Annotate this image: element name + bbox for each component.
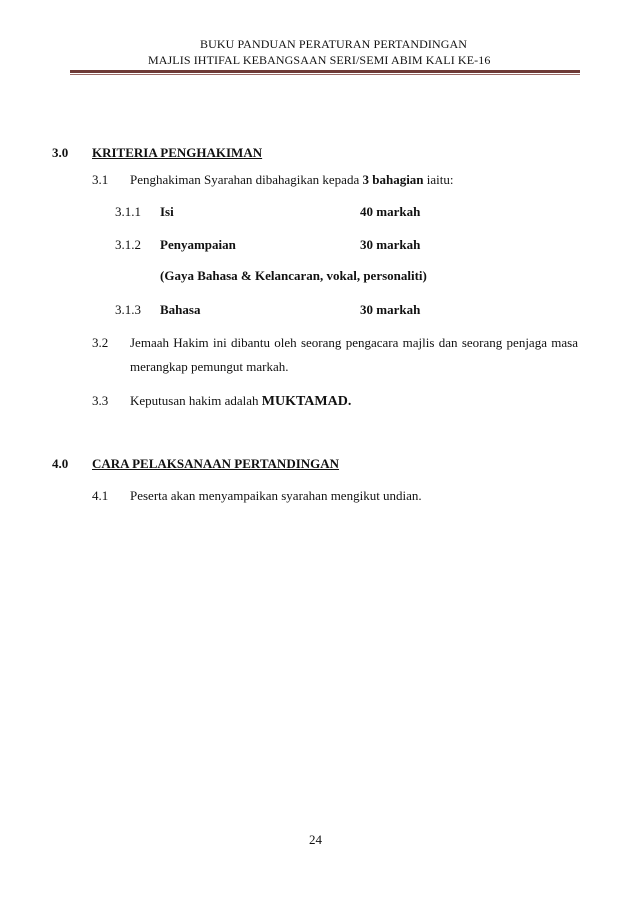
header-title-line1: BUKU PANDUAN PERATURAN PERTANDINGAN [200, 37, 468, 51]
section-heading: KRITERIA PENGHAKIMAN [92, 145, 263, 160]
subitem-number: 3.1.2 [115, 237, 141, 252]
item-text: Peserta akan menyampaikan syarahan mengikut undian. [130, 488, 422, 503]
subitem-label: Isi [160, 204, 174, 219]
section-number: 4.0 [52, 456, 69, 471]
page-number: 24 [309, 832, 322, 847]
item-number: 3.1 [92, 172, 109, 187]
item-number: 3.2 [92, 335, 109, 350]
subitem-number: 3.1.1 [115, 204, 141, 219]
subitem-label: Penyampaian [160, 237, 236, 252]
subitem-number: 3.1.3 [115, 302, 141, 317]
subitem-marks: 30 markah [360, 302, 421, 317]
header-divider-thin [70, 74, 580, 75]
item-number: 4.1 [92, 488, 109, 503]
item-text: Penghakiman Syarahan dibahagikan kepada 3 bahagian iaitu: [130, 172, 454, 187]
section-heading: CARA PELAKSANAAN PERTANDINGAN [92, 456, 340, 471]
item-text-line: Jemaah Hakim ini dibantu oleh seorang pengacara majlis dan seorang penjaga masa [130, 335, 578, 350]
subitem-label: Bahasa [160, 302, 201, 317]
subitem-note: (Gaya Bahasa & Kelancaran, vokal, personaliti) [160, 268, 427, 283]
item-number: 3.3 [92, 393, 109, 408]
header-title-line2: MAJLIS IHTIFAL KEBANGSAAN SERI/SEMI ABIM KALI KE-16 [148, 53, 491, 67]
item-text-line: merangkap pemungut markah. [130, 359, 289, 374]
item-text: Keputusan hakim adalah MUKTAMAD. [130, 393, 352, 409]
subitem-marks: 30 markah [360, 237, 421, 252]
section-number: 3.0 [52, 145, 69, 160]
subitem-marks: 40 markah [360, 204, 421, 219]
header-divider [70, 70, 580, 73]
